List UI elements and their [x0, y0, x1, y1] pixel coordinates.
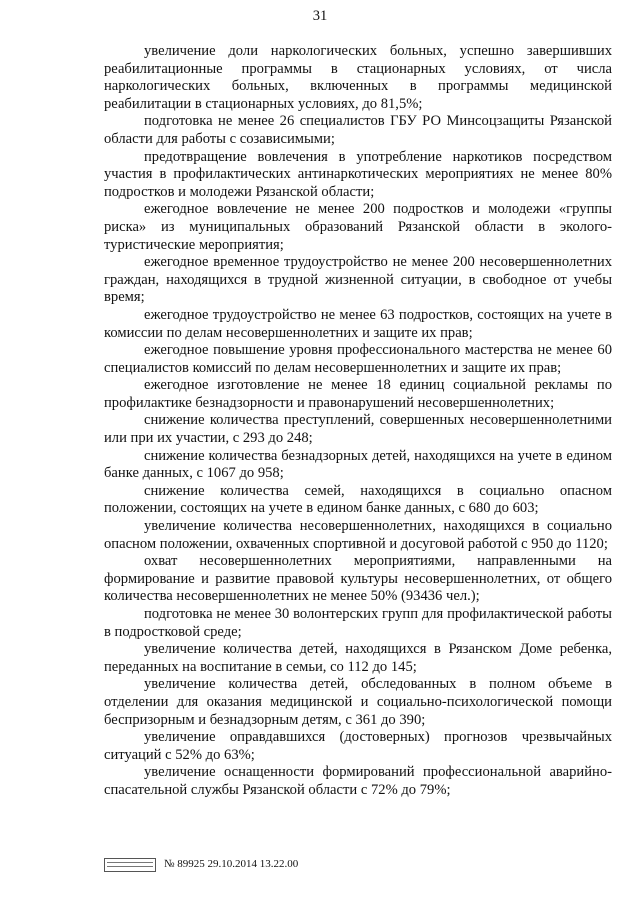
- paragraph: ежегодное изготовление не менее 18 единиц социальной рекламы по профилактике безнадзорности и правонарушений несовершеннолетних;: [104, 377, 612, 411]
- paragraph: увеличение доли наркологических больных, успешно завершивших реабилитационные программы в стационарных условиях, от числа наркологических больных, включенных в программы медицинской реабилитации в стационарных условиях, до 81,5%;: [104, 43, 612, 112]
- paragraph: ежегодное вовлечение не менее 200 подростков и молодежи «группы риска» из муниципальных образований Рязанской области в эколого-туристические мероприятия;: [104, 201, 612, 253]
- paragraph: снижение количества семей, находящихся в социально опасном положении, состоящих на учете в едином банке данных, с 680 до 603;: [104, 482, 612, 517]
- document-footer: [104, 856, 298, 874]
- paragraph: снижение количества преступлений, совершенных несовершеннолетними или при их участии, с 293 до 248;: [104, 412, 612, 447]
- document-registration-info: № 89925 29.10.2014 13.22.00: [164, 858, 299, 871]
- paragraph: ежегодное трудоустройство не менее 63 подростков, состоящих на учете в комиссии по делам несовершеннолетних и защите их прав;: [104, 306, 612, 341]
- paragraph: охват несовершеннолетних мероприятиями, направленными на формирование и развитие правовой культуры несовершеннолетних, от общего количества несовершеннолетних не менее 50% (93436 чел.);: [104, 553, 612, 605]
- paragraph: ежегодное повышение уровня профессионального мастерства не менее 60 специалистов комиссий по делам несовершеннолетних и защите их прав;: [104, 342, 612, 376]
- paragraph: снижение количества безнадзорных детей, находящихся на учете в едином банке данных, с 1067 до 958;: [104, 447, 612, 482]
- page-number: 31: [312, 8, 328, 24]
- registration-stamp-icon: [104, 858, 156, 872]
- paragraph: увеличение количества детей, обследованных в полном объеме в отделении для оказания медицинской и социально-психологической помощи беспризорным и безнадзорным детям, с 361 до 390;: [104, 676, 612, 728]
- paragraph: предотвращение вовлечения в употребление наркотиков посредством участия в профилактических антинаркотических мероприятиях не менее 80% подростков и молодежи Рязанской области;: [104, 148, 612, 200]
- paragraph: ежегодное временное трудоустройство не менее 200 несовершеннолетних граждан, находящихся в трудной жизненной ситуации, в свободное от учебы время;: [104, 254, 612, 306]
- paragraph: увеличение количества несовершеннолетних, находящихся в социально опасном положении, охваченных спортивной и досуговой работой с 950 до 1120;: [104, 518, 612, 552]
- paragraph: подготовка не менее 30 волонтерских групп для профилактической работы в подростковой среде;: [104, 606, 612, 640]
- document-body: [104, 43, 612, 800]
- paragraph: увеличение оправдавшихся (достоверных) прогнозов чрезвычайных ситуаций с 52% до 63%;: [104, 729, 612, 763]
- paragraph: подготовка не менее 26 специалистов ГБУ РО Минсоцзащиты Рязанской области для работы с созависимыми;: [104, 113, 612, 147]
- paragraph: увеличение оснащенности формирований профессиональной аварийно-спасательной службы Рязанской области с 72% до 79%;: [104, 764, 612, 798]
- paragraph: увеличение количества детей, находящихся в Рязанском Доме ребенка, переданных на воспитание в семьи, со 112 до 145;: [104, 641, 612, 675]
